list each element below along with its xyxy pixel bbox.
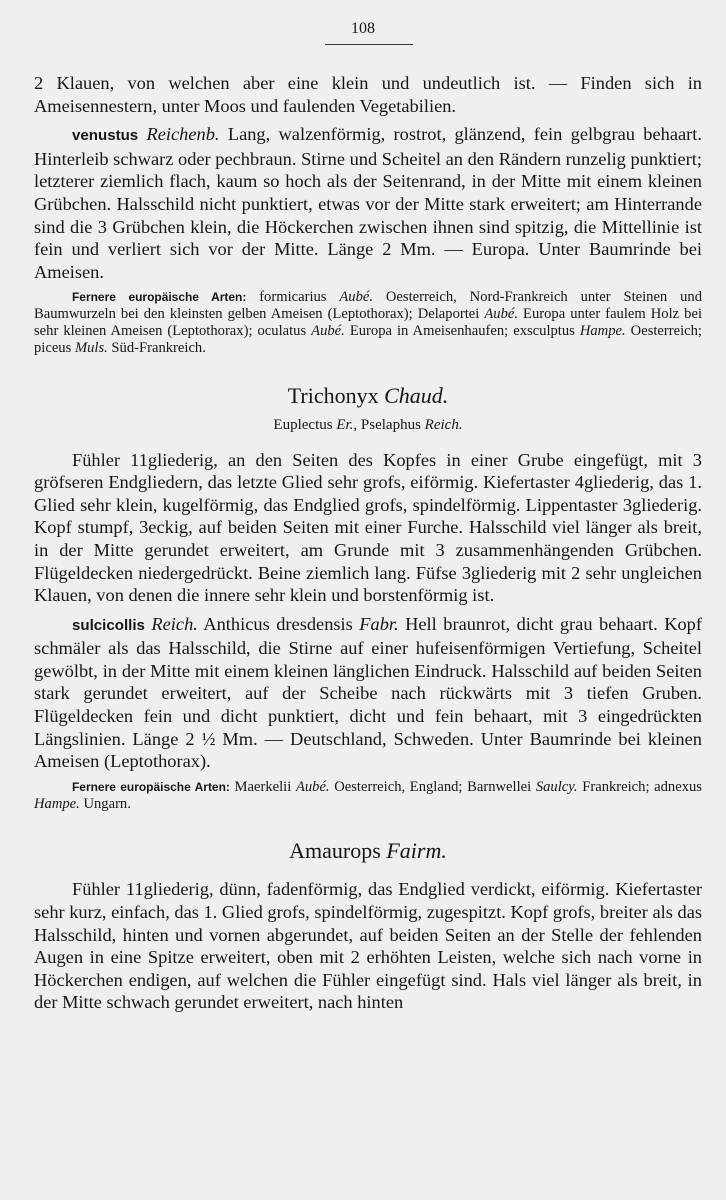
species-name: venustus [72, 127, 139, 145]
further-species-2: Fernere europäische Arten: Maerkelii Aubé. Oesterreich, England; Barnwellei Saulcy. Frankreich; adnexus Hampe. Ungarn. [34, 778, 702, 812]
further-species-label: Fernere europäische Arten: [72, 779, 230, 794]
species-venustus [34, 123, 702, 283]
species-sulcicollis: sulcicollis Reich. Anthicus dresdensis Fabr. Hell braunrot, dicht grau behaart. Kopf schmäler als das Halsschild, die Stirne auf einer hufeisenförmigen Vertiefung, Scheitel gewölbt, in der Mitte mit einem kleinen länglichen Eindruck. Halsschild auf beiden Seiten stark gerundet erweitert, auf der Scheibe nach rückwärts mit 3 tiefen Gruben. Flügeldecken fein und dicht punktiert, dicht und fein behaart, mit 3 eingedrückten Längslinien. Länge 2 ½ Mm. — Deutschland, Schweden. Unter Baumrinde bei kleinen Ameisen (Leptothorax). [34, 613, 702, 772]
further-species-label: Fernere europäische Arten: [72, 290, 247, 305]
genus-synonyms: Euplectus Er., Pselaphus Reich. [273, 416, 463, 433]
genus-description-amaurops: Fühler 11gliederig, dünn, fadenförmig, das Endglied verdickt, eiförmig. Kiefertaster sehr kurz, einfach, das 1. Glied grofs, spindelförmig, zugespitzt. Kopf grofs, breiter als das Halsschild, hinten und vornen abgerundet, auf beiden Seiten an der Stelle der fehlenden Augen in eine Spitze erweitert, oben mit 2 erhöhten Leisten, welche sich nach vorne in Höckerchen endigen, auf welchen die Fühler eingefügt sind. Hals viel länger als breit, in der Mitte schwach gerundet erweitert, nach hinten [34, 879, 703, 1013]
species-author: Reichenb. [146, 124, 220, 145]
continuation-paragraph: 2 Klauen, von welchen aber eine klein und undeutlich ist. — Finden sich in Ameisennestern, unter Moos und faulenden Vegetabilien. [34, 73, 702, 116]
further-species-1: Fernere europäische Arten: formicarius Aubé. Oesterreich, Nord-Frankreich unter Steinen und Baumwurzeln bei den kleinsten gelben Ameisen (Leptothorax); Delaportei Aubé. Europa unter faulem Holz bei sehr kleinen Ameisen (Leptothorax); oculatus Aubé. Europa in Ameisenhaufen; exsculptus Hampe. Oesterreich; piceus Muls. Süd-Frankreich. [34, 289, 702, 356]
species-name: sulcicollis [72, 616, 145, 634]
genus-description-trichonyx: Fühler 11gliederig, an den Seiten des Kopfes in einer Grube eingefügt, mit 3 gröfseren Endgliedern, das letzte Glied sehr grofs, eiförmig. Kiefertaster 4gliederig, das 1. Glied sehr klein, kugelförmig, das Endglied grofs, spindelförmig. Lippentaster 3gliederig. Kopf stumpf, 3eckig, auf beiden Seiten mit einer Furche. Halsschild viel länger als breit, in der Mitte gerundet erweitert, am Grunde mit 3 zusammenhängenden Grübchen. Flügeldecken niedergedrückt. Beine ziemlich lang. Füfse 3gliederig mit 2 sehr ungleichen Klauen, von denen die innere sehr klein und borstenförmig ist. [34, 449, 702, 606]
header-rule [325, 44, 413, 45]
genus-heading-trichonyx: Trichonyx Chaud. [287, 382, 449, 408]
species-description: Hell braunrot, dicht grau behaart. Kopf schmäler als das Halsschild, die Stirne auf einer hufeisenförmigen Vertiefung, Scheitel gewölbt, in der Mitte mit einem kleinen länglichen Eindruck. Halsschild auf beiden Seiten stark gerundet erweitert, auf der Scheibe nach rückwärts mit 3 tiefen Gruben. Flügeldecken fein und dicht punktiert, dicht und fein behaart, mit 3 eingedrückten Längslinien. Länge 2 ½ Mm. — Deutschland, Schweden. Unter Baumrinde bei kleinen Ameisen (Leptothorax). [34, 613, 702, 772]
page-number: 108 [351, 20, 375, 37]
species-description: Lang, walzenförmig, rostrot, glänzend, fein gelbgrau behaart. Hinterleib schwarz oder pechbraun. Stirne und Scheitel an den Rändern runzelig punktiert; letzterer ziemlich flach, kaum so hoch als der Seitenrand, in der Mitte mit einem kleinen Grübchen. Halsschild nicht punktiert, etwas vor der Mitte stark erweitert; am Hinterrande sind die 3 Grübchen klein, die Höckerchen zwischen ihnen sind spitzig, die Mittellinie ist fein und verliert sich vor der Mitte. Länge 2 Mm. — Europa. Unter Baumrinde bei Ameisen. [34, 124, 702, 282]
page-body [34, 72, 702, 1014]
genus-heading-amaurops: Amaurops Fairm. [289, 838, 447, 864]
